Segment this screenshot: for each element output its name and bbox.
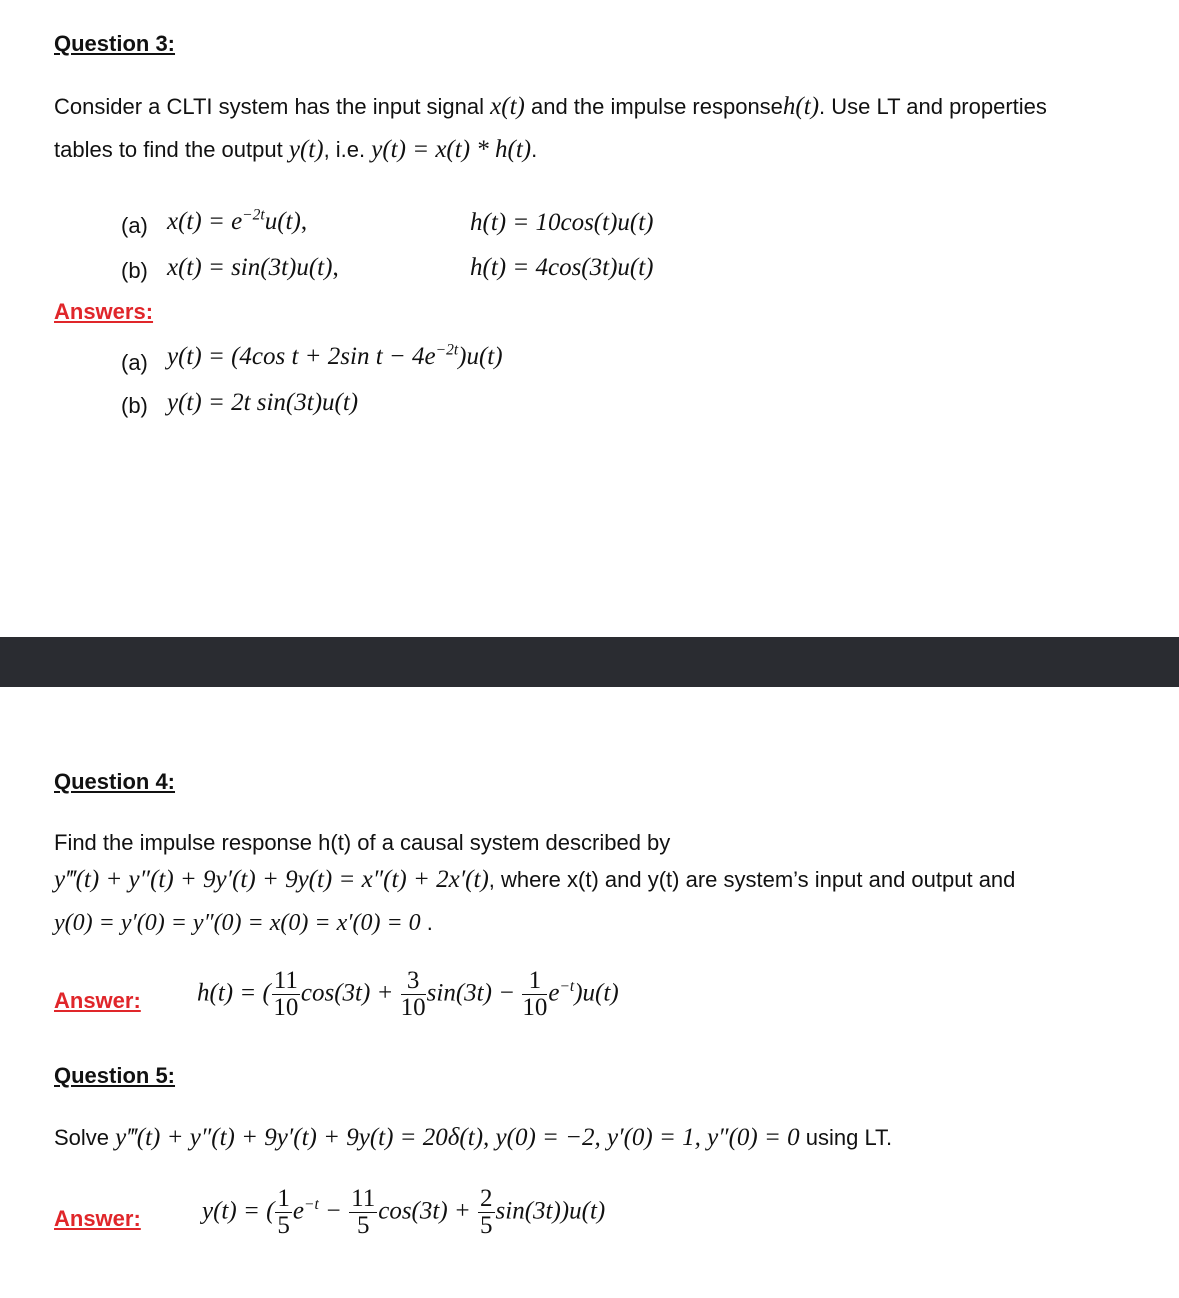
q3-part-b-x: x(t) = sin(3t)u(t), (167, 254, 339, 281)
q4-frac-3: $\frac{1}{10}$ (522, 967, 548, 1022)
q4-answer-label: Answer: (54, 988, 141, 1013)
q5-problem: Solve y‴(t) + y″(t) + 9y′(t) + 9y(t) = 20δ(t), y(0) = −2, y′(0) = 1, y″(0) = 0 using LT. (54, 1124, 893, 1151)
q3-part-a-label: (a) (121, 213, 148, 238)
q5-frac-3: $\frac{2}{5}$ (480, 1185, 493, 1240)
q4-initial-conditions: y(0) = y′(0) = y″(0) = x(0) = x′(0) = 0 . (54, 910, 433, 936)
q4-heading: Question 4: (54, 769, 176, 794)
q4-answer: h(t) = ( $\frac{11}{10}$ cos(3t) + $\frac{3}{10}$ sin(3t) − $\frac{1}{10}$ $e^{-t})u(t)$ (197, 967, 619, 1022)
q3-answers-label: Answers: (54, 299, 154, 324)
q3-answer-b-label: (b) (121, 393, 148, 418)
q5-frac-2: $\frac{11}{5}$ (351, 1185, 376, 1240)
q5-answer: y(t) = ( $\frac{1}{5}$ $e^{-t}$ − $\frac{11}{5}$ cos(3t) + $\frac{2}{5}$ sin(3t))u(t) (202, 1185, 606, 1240)
q4-frac-1: $\frac{11}{10}$ (273, 967, 299, 1022)
q3-heading: Question 3: (54, 31, 176, 56)
q3-answer-b: y(t) = 2t sin(3t)u(t) (167, 389, 359, 416)
q4-equation-line: y‴(t) + y″(t) + 9y′(t) + 9y(t) = x″(t) + 2x′(t), where x(t) and y(t) are system’s input and output and (54, 866, 1016, 893)
section-divider (0, 637, 1179, 687)
q3-part-a-x: $x(t) = e^{-2t}u(t)$, (167, 206, 308, 235)
q3-part-b-h: h(t) = 4cos(3t)u(t) (470, 254, 654, 281)
q4-frac-2: $\frac{3}{10}$ (400, 967, 426, 1022)
q3-answer-a-label: (a) (121, 350, 148, 375)
q3-part-a-h: h(t) = 10cos(t)u(t) (470, 209, 654, 236)
q3-answer-a: y(t) = (4cos t + 2sin $t - 4e^{-2t})u(t)$ (167, 341, 503, 370)
q3-intro-line1: Consider a CLTI system has the input signal x(t) and the impulse responseh(t). Use LT and properties (54, 93, 1047, 120)
q3-intro-line2: tables to find the output y(t), i.e. y(t) = x(t) * h(t). (54, 136, 538, 163)
q3-part-b-label: (b) (121, 258, 148, 283)
q5-frac-1: $\frac{1}{5}$ (277, 1185, 290, 1240)
q5-answer-label: Answer: (54, 1206, 141, 1231)
q4-intro: Find the impulse response h(t) of a causal system described by (54, 830, 671, 855)
q5-heading: Question 5: (54, 1063, 176, 1088)
